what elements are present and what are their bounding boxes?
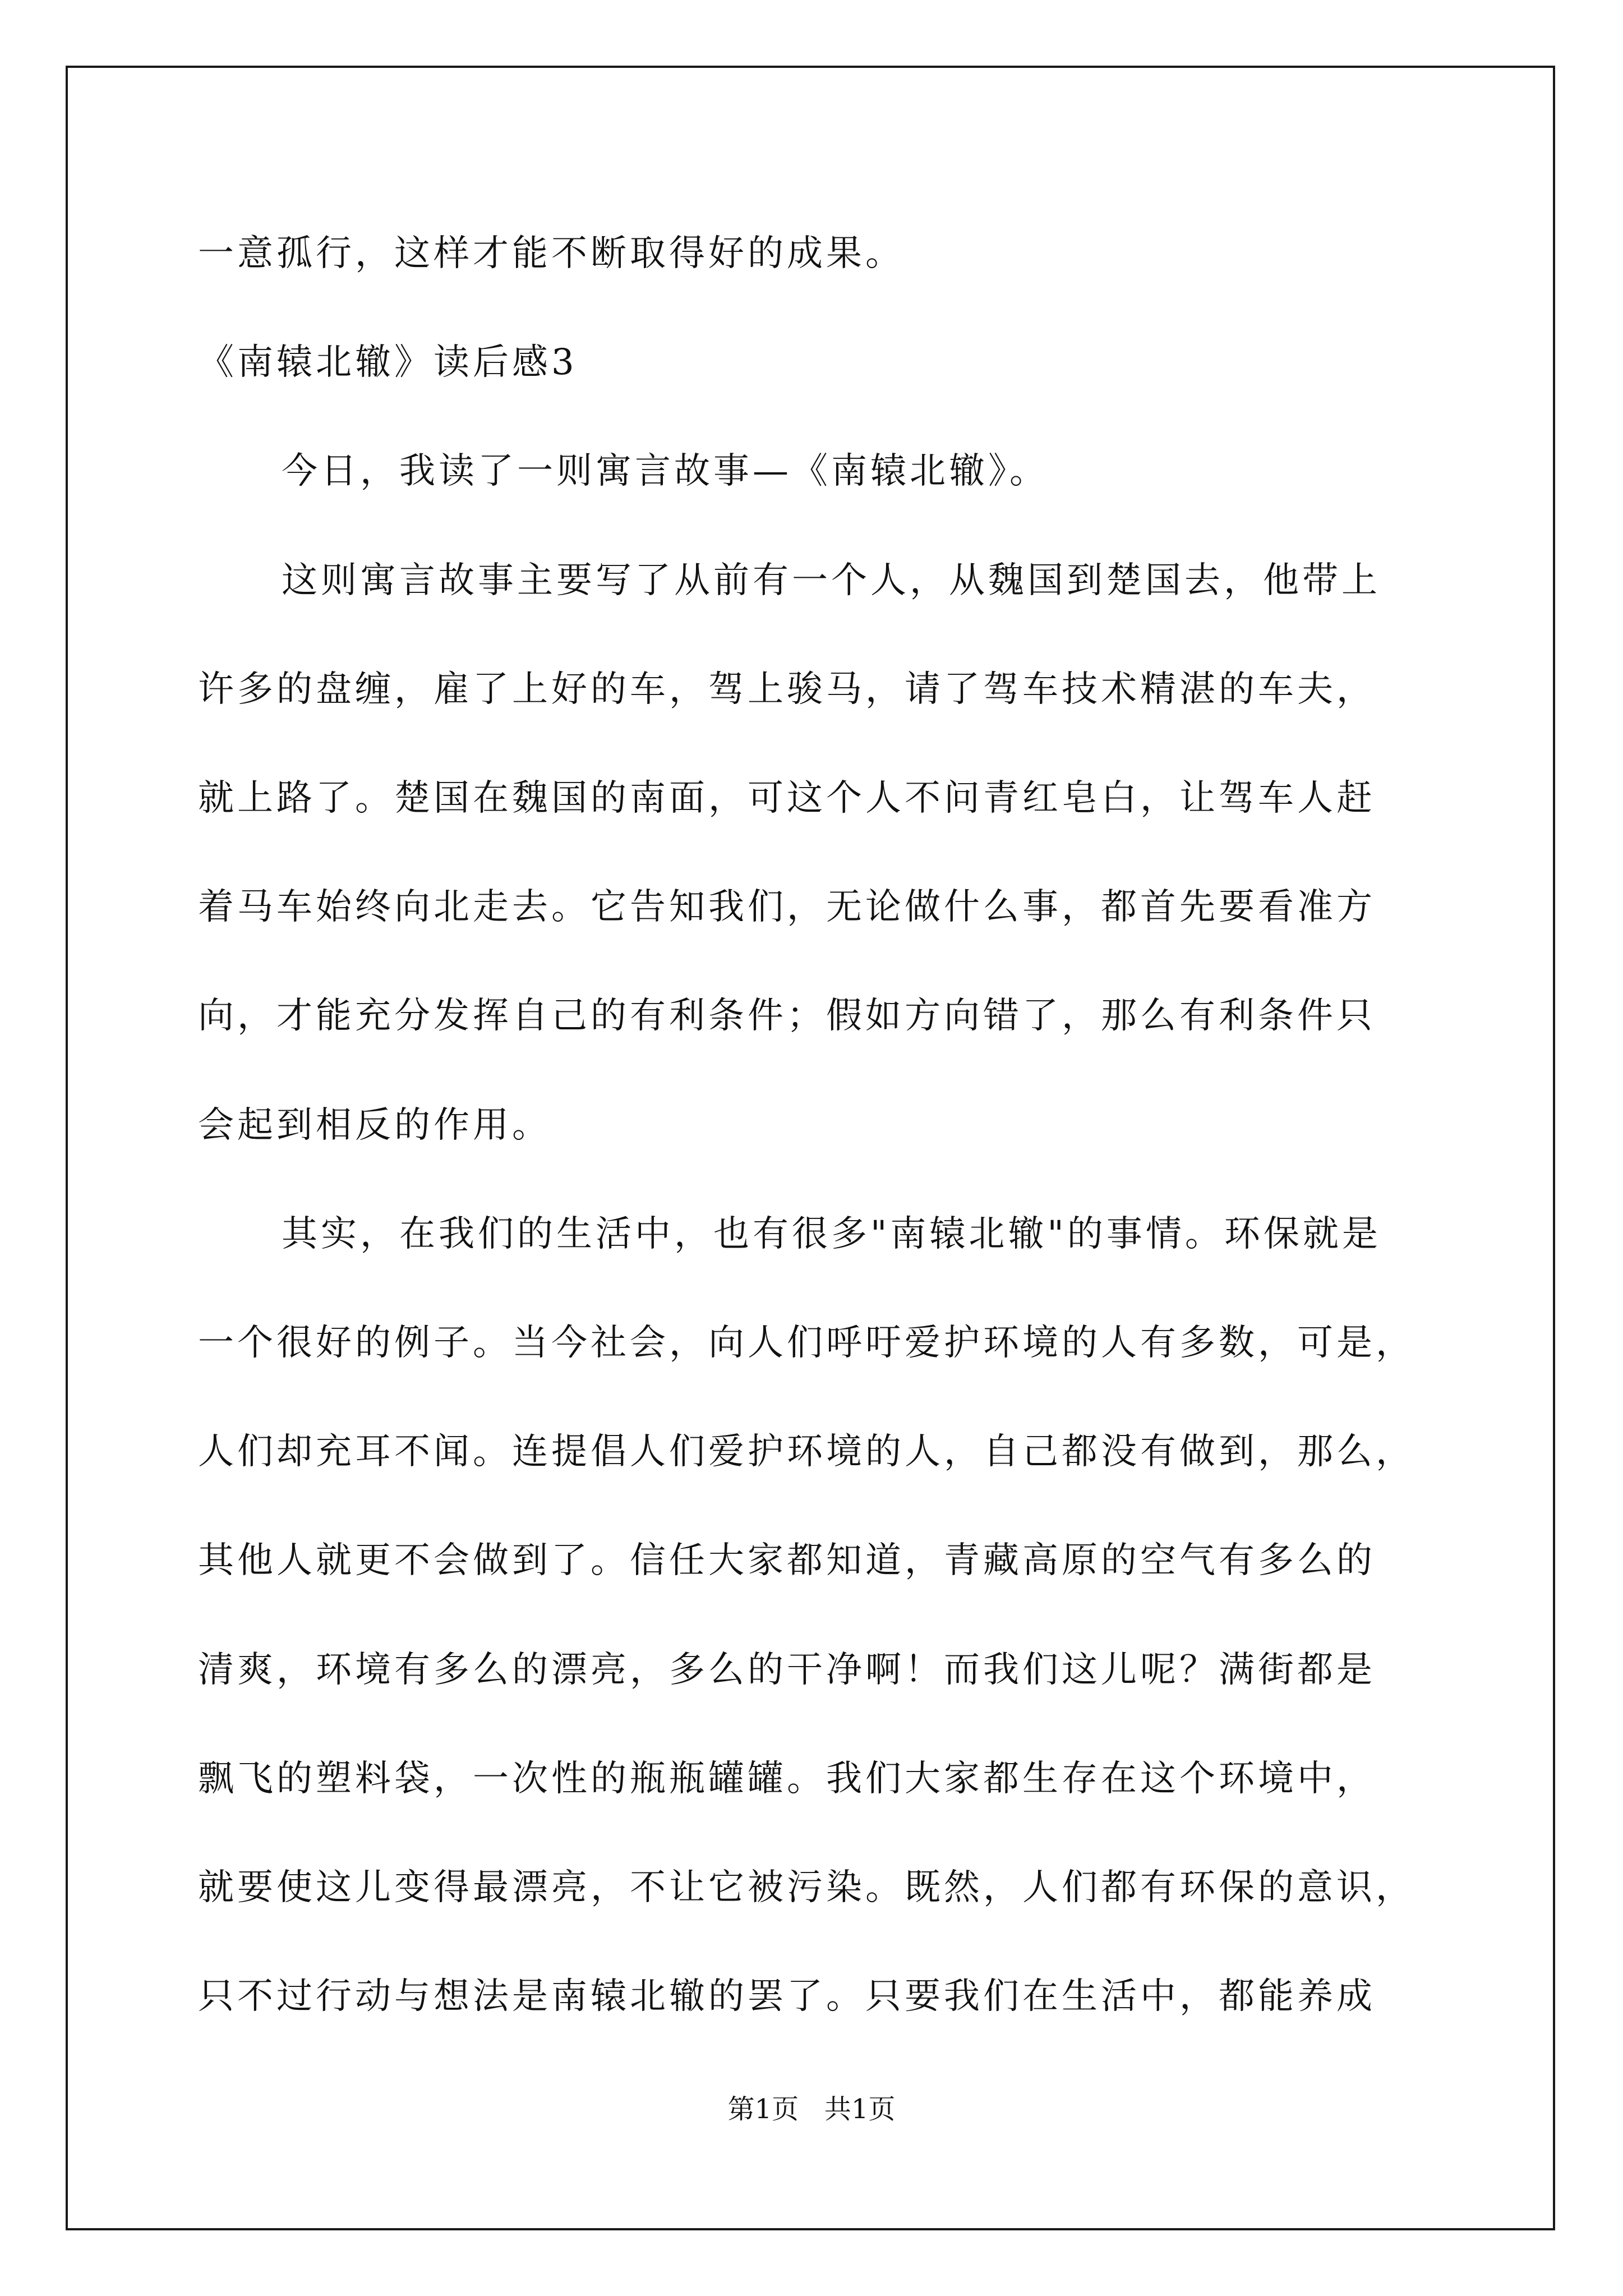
text-line: 今日，我读了一则寓言故事—《南辕北辙》。 — [282, 450, 1049, 492]
text-line: 会起到相反的作用。 — [198, 1105, 551, 1146]
text-line: 就上路了。楚国在魏国的南面，可这个人不问青红皂白，让驾车人赶 — [198, 777, 1376, 819]
text-line: 其他人就更不会做到了。信任大家都知道，青藏高原的空气有多么的 — [198, 1540, 1376, 1581]
text-line: 清爽，环境有多么的漂亮，多么的干净啊！而我们这儿呢？满街都是 — [198, 1649, 1376, 1691]
text-line: 飘飞的塑料袋，一次性的瓶瓶罐罐。我们大家都生存在这个环境中， — [198, 1758, 1376, 1800]
text-line: 只不过行动与想法是南辕北辙的罢了。只要我们在生活中，都能养成 — [198, 1976, 1376, 2017]
text-line: 一意孤行，这样才能不断取得好的成果。 — [198, 233, 905, 274]
text-line: 其实，在我们的生活中，也有很多"南辕北辙"的事情。环保就是 — [282, 1213, 1381, 1255]
text-line: 许多的盘缠，雇了上好的车，驾上骏马，请了驾车技术精湛的车夫， — [198, 669, 1376, 710]
text-line: 着马车始终向北走去。它告知我们，无论做什么事，都首先要看准方 — [198, 886, 1376, 928]
page-number-footer: 第1页 共1页 — [727, 2093, 896, 2125]
text-line: 向，才能充分发挥自己的有利条件；假如方向错了，那么有利条件只 — [198, 995, 1376, 1037]
text-line: 就要使这儿变得最漂亮，不让它被污染。既然，人们都有环保的意识， — [198, 1867, 1415, 1908]
section-heading: 《南辕北辙》读后感3 — [198, 342, 578, 383]
text-line: 人们却充耳不闻。连提倡人们爱护环境的人，自己都没有做到，那么， — [198, 1431, 1415, 1473]
text-line: 一个很好的例子。当今社会，向人们呼吁爱护环境的人有多数，可是， — [198, 1322, 1415, 1364]
text-line: 这则寓言故事主要写了从前有一个人，从魏国到楚国去，他带上 — [282, 560, 1381, 601]
